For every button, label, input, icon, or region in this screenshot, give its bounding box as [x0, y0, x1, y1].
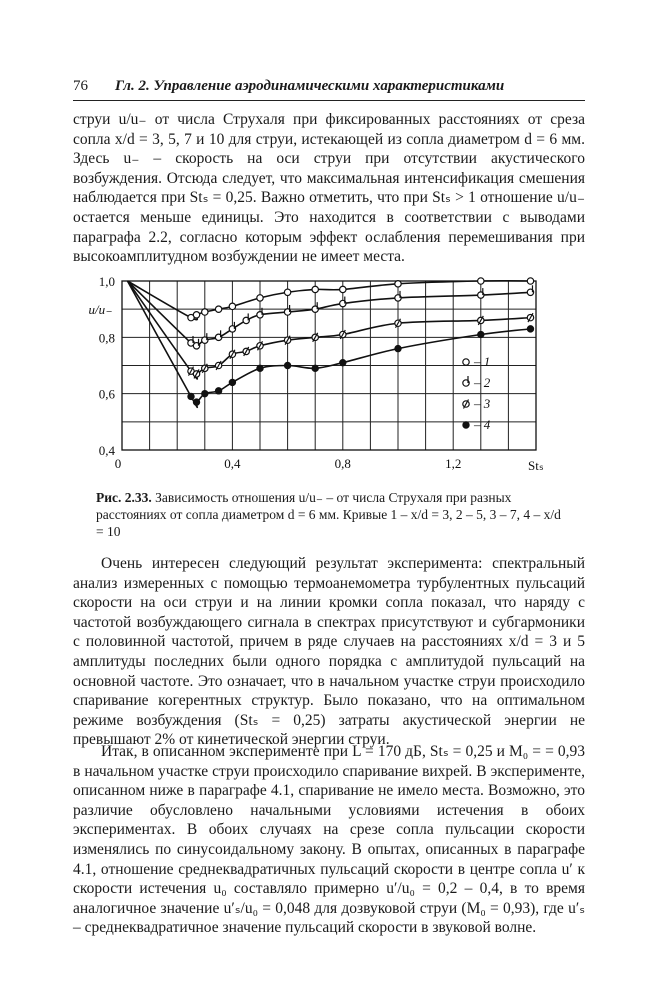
data-point-series-4 [395, 345, 401, 351]
data-point-series-3 [215, 361, 221, 370]
data-point-series-4 [527, 326, 533, 332]
x-axis-label: Stₛ [528, 458, 544, 473]
legend-label-4: – 4 [474, 417, 491, 432]
data-point-series-4 [215, 388, 221, 394]
data-point-series-1 [340, 286, 346, 292]
x-tick-label: 0 [114, 456, 122, 471]
figure-caption [96, 489, 566, 540]
data-point-series-4 [229, 379, 235, 385]
data-point-series-1 [284, 289, 290, 295]
paragraph-3: Итак, в описанном эксперименте при L = 170 дБ, Stₛ = 0,25 и M₀ = = 0,93 в начальном участке струи происходило спаривание вихрей. В эксперименте, описанном ниже в параграфе 4.1, спаривание не имело места. Возможно, это различие обусловлено начальными условиями истечения в обоих экспериментах. В обоих случаях на срезе сопла пульсации скорости изменялись по синусоидальному закону. В опытах, описанных в параграфе 4.1, отношение среднеквадратичных пульсаций скорости в центре сопла u′ к скорости истечения u₀ составляло примерно u′/u₀ = 0,2 – 0,4, в то время аналогичное значение u′ₛ/u₀ = 0,048 для дозвуковой струи (M₀ = 0,93), где u′ₛ – среднеквадратичное значение пульсаций скорости в звуковой волне. [73, 743, 585, 937]
legend-marker-1 [463, 359, 469, 365]
data-point-series-2 [243, 313, 249, 323]
legend-label-3: – 3 [474, 396, 491, 411]
data-point-series-4 [202, 390, 208, 396]
data-point-series-1 [193, 312, 199, 318]
data-point-series-1 [395, 281, 401, 287]
data-point-series-1 [312, 286, 318, 292]
series-line-1 [128, 281, 531, 320]
y-tick-label: 0,6 [98, 386, 115, 402]
x-tick-label: 0,4 [224, 456, 241, 471]
data-point-series-1 [257, 295, 263, 301]
data-point-series-3 [243, 347, 249, 356]
legend-label-1: – 1 [474, 354, 491, 369]
data-point-series-2 [527, 285, 533, 295]
paragraph-1: струи u/u₋ от числа Струхаля при фиксированных расстояниях от среза сопла x/d = 3, 5, 7 и 10 для струи, истекающей из сопла диаметром d = 6 мм. Здесь u₋ – скорость на оси струи при отсутствии акустического возбуждения. Отсюда следует, что максимальная интенсификация смешения наблюдается при Stₛ = 0,25. Важно отметить, что при Stₛ > 1 отношение u/u₋ остается меньше единицы. Это находится в соответствии с выводами параграфа 2.2, согласно которым эффект ослабления перемешивания при высокоамплитудном возбуждении не имеет места. [73, 111, 585, 266]
legend-marker-3 [463, 400, 469, 409]
caption-text: Зависимость отношения u/u₋ – от числа Струхаля при разных расстояниях от сопла диаметром d = 6 мм. Кривые 1 – x/d = 3, 2 – 5, 3 – 7, 4 – x/d = 10 [96, 490, 561, 539]
data-point-series-4 [340, 359, 346, 365]
y-tick-label: 0,8 [98, 330, 115, 346]
y-tick-label: 1,0 [98, 274, 115, 289]
data-point-series-3 [312, 333, 318, 342]
data-point-series-3 [257, 341, 263, 350]
paragraph-2: Очень интересен следующий результат эксперимента: спектральный анализ измеренных с помощью термоанемометра турбулентных пульсаций скорости на оси струи и на линии кромки сопла показал, что наряду с частотой возбуждающего сигнала в спектрах присутствуют и субгармоники с половинной частотой, причем в ряде случаев на расстояниях x/d = 3 и 5 амплитуды последних были одного порядка с амплитудой пульсаций на основной частоте. Это означает, что в начальном участке струи происходило спаривание когерентных структур. Было показано, что на оптимальном режиме возбуждения (Stₛ = 0,25) затраты акустической энергии не превышают 2% от кинетической энергии струи. [73, 555, 585, 749]
page-header [73, 78, 585, 101]
data-point-series-3 [229, 350, 235, 359]
legend-label-2: – 2 [474, 375, 491, 390]
series-line-2 [128, 281, 531, 349]
data-point-series-2 [193, 339, 199, 349]
page-number: 76 [73, 78, 88, 94]
legend-marker-4 [463, 422, 469, 428]
caption-label: Рис. 2.33. [96, 490, 152, 505]
data-point-series-1 [202, 309, 208, 315]
data-point-series-4 [284, 362, 290, 368]
data-point-series-3 [527, 313, 533, 322]
data-point-series-4 [478, 331, 484, 337]
running-title: Гл. 2. Управление аэродинамическими характеристиками [115, 78, 505, 94]
data-point-series-1 [229, 303, 235, 309]
data-point-series-3 [395, 319, 401, 328]
data-point-series-4 [193, 399, 199, 405]
data-point-series-1 [478, 278, 484, 284]
data-point-series-4 [312, 365, 318, 371]
x-tick-label: 1,2 [445, 456, 462, 471]
y-axis-label: u/u₋ [88, 302, 112, 318]
data-point-series-4 [257, 365, 263, 371]
x-tick-label: 0,8 [334, 456, 351, 471]
data-point-series-1 [215, 306, 221, 312]
legend-marker-2 [463, 376, 469, 386]
figure-2-33-chart [80, 270, 580, 482]
data-point-series-3 [478, 316, 484, 325]
data-point-series-1 [527, 278, 533, 284]
y-tick-label: 0,4 [98, 443, 115, 458]
data-point-series-4 [188, 393, 194, 399]
data-point-series-2 [215, 330, 221, 340]
